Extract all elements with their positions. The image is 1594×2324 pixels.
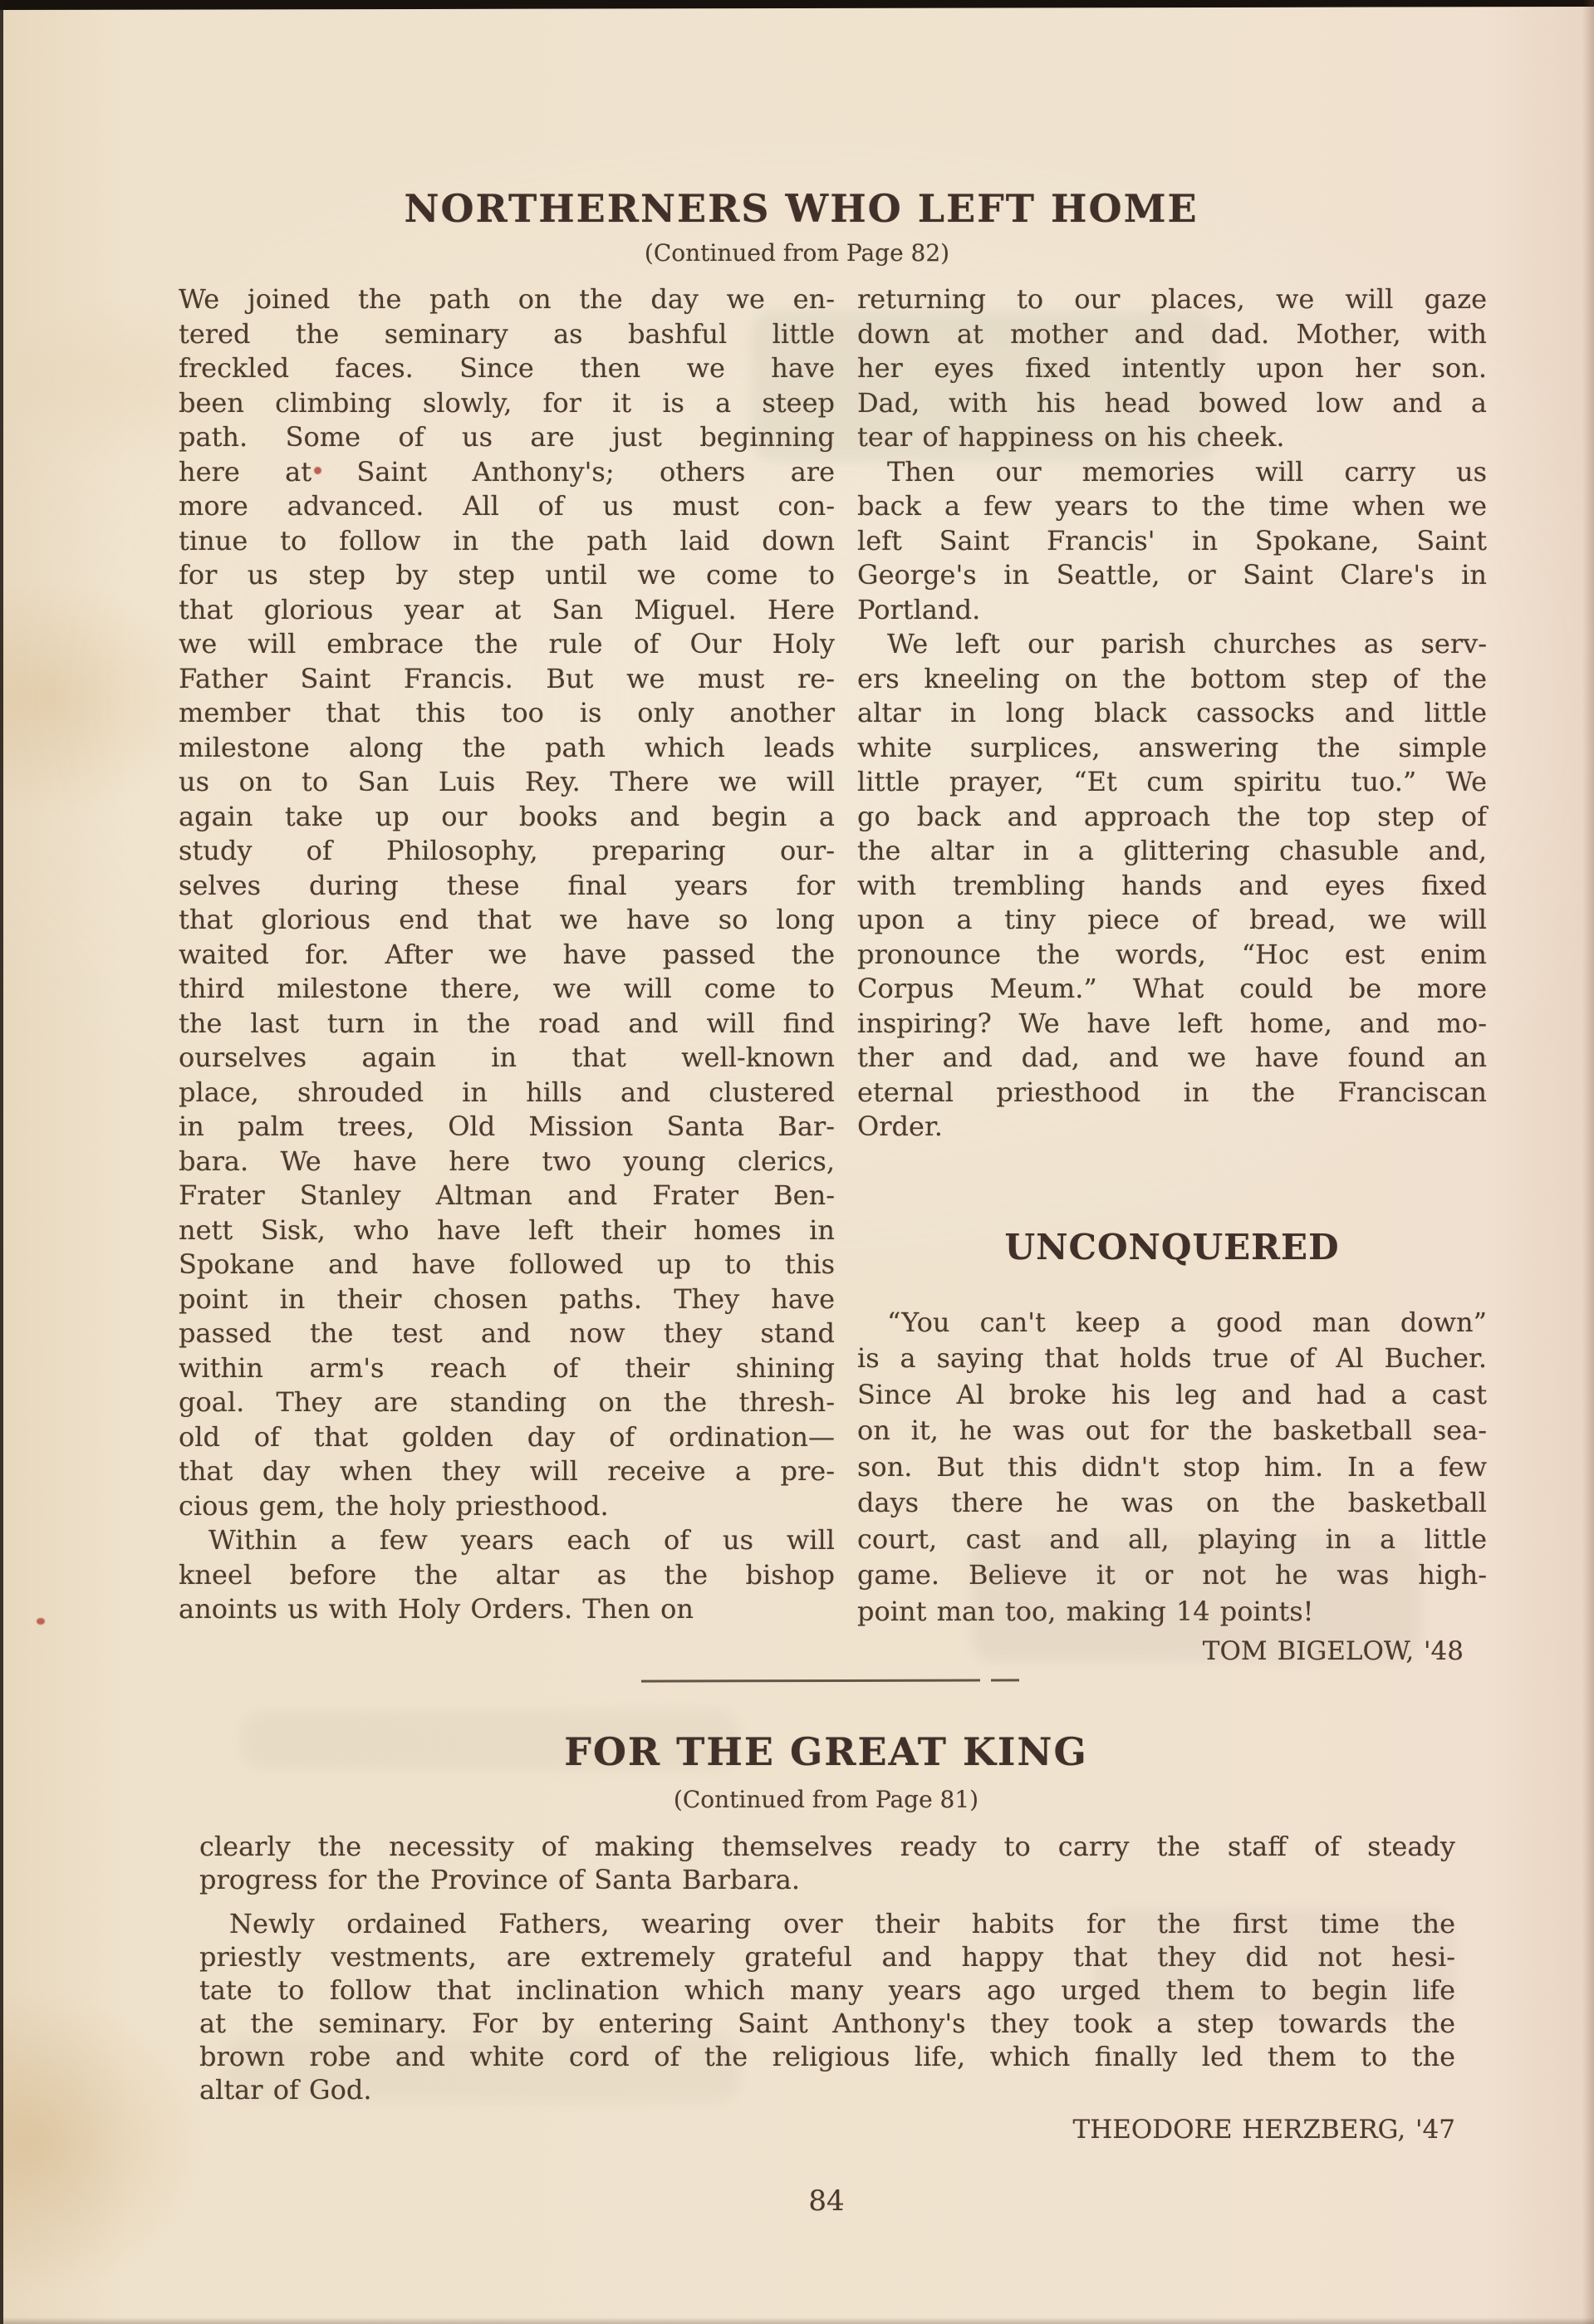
text-line: here at Saint Anthony's; others are [179,455,835,488]
text-line: point in their chosen paths. They have [179,1282,835,1315]
text-line: returning to our places, we will gaze [857,283,1487,315]
text-line: George's in Seattle, or Saint Clare's in [857,559,1487,591]
paragraph [179,282,835,1523]
text-line: inspiring? We have left home, and mo- [857,1007,1487,1039]
text-line: more advanced. All of us must con- [179,490,835,522]
text-line: ther and dad, and we have found an [857,1042,1487,1073]
text-line: us on to San Luis Rey. There we will [179,766,835,797]
text-line: Newly ordained Fathers, wearing over their habits for the first time the [229,1908,1455,1939]
text-line: been climbing slowly, for it is a steep [179,386,835,419]
text-line: place, shrouded in hills and clustered [179,1076,835,1108]
text-line: altar in long black cassocks and little [857,697,1487,728]
section-divider-rule [641,1679,1023,1683]
text-line: bara. We have here two young clerics, [179,1145,835,1177]
text-line: tinue to follow in the path laid down [179,524,835,556]
text-line: the altar in a glittering chasuble and, [857,835,1487,866]
text-line: selves during these final years for [179,869,835,901]
text-line: point man too, making 14 points! [857,1595,1314,1627]
text-line: go back and approach the top step of [857,800,1487,832]
scan-right-edge-shade [1582,0,1594,2324]
article-title-northerners: NORTHERNERS WHO LEFT HOME [404,186,1199,231]
text-line: ourselves again in that well-known [179,1042,835,1073]
text-line: for us step by step until we come to [179,559,835,591]
text-line: waited for. After we have passed the [179,938,835,970]
text-line: “You can't keep a good man down” [887,1306,1487,1338]
great-king-paragraphs [199,1830,1455,2106]
paragraph [857,627,1487,1145]
divider-dash-segment [991,1679,1019,1681]
text-line: the last turn in the road and will find [179,1007,835,1039]
continued-from-note: (Continued from Page 82) [644,239,950,267]
text-line: member that this too is only another [179,697,835,728]
text-line: on it, he was out for the basketball sea- [857,1415,1487,1446]
text-line: within arm's reach of their shining [179,1351,835,1384]
text-line: Then our memories will carry us [887,455,1487,488]
text-line: We joined the path on the day we en- [179,283,835,315]
scan-left-edge-shadow [0,0,3,2324]
northerners-column2-text [857,282,1487,1145]
text-line: we will embrace the rule of Our Holy [179,628,835,659]
text-line: Since Al broke his leg and had a cast [857,1378,1487,1410]
text-line: Order. [857,1111,943,1142]
divider-line-segment [641,1679,980,1683]
great-king-text [199,1830,1455,2146]
paragraph [857,455,1487,628]
text-line: altar of God. [199,2074,372,2106]
paragraph [857,1305,1487,1630]
text-line: game. Believe it or not he was high- [857,1559,1487,1591]
text-line: son. But this didn't stop him. In a few [857,1450,1487,1483]
text-line: Spokane and have followed up to this [179,1248,835,1280]
text-line: cious gem, the holy priesthood. [179,1489,609,1522]
text-line: down at mother and dad. Mother, with [857,317,1487,350]
text-line: Portland. [857,593,981,625]
text-line: third milestone there, we will come to [179,973,835,1004]
text-line: white surplices, answering the simple [857,731,1487,763]
red-ink-speck [37,1618,45,1625]
text-line: left Saint Francis' in Spokane, Saint [857,524,1487,556]
text-line: pronounce the words, “Hoc est enim [857,938,1487,970]
text-line: milestone along the path which leads [179,731,835,763]
text-column-left [179,282,835,1627]
text-line: priestly vestments, are extremely grateful and happy that they did not hesi- [199,1941,1455,1973]
paragraph [857,282,1487,455]
text-line: little prayer, “Et cum spiritu tuo.” We [857,766,1487,797]
text-line: tear of happiness on his cheek. [857,421,1285,453]
paragraph [199,1907,1455,2106]
text-line: tered the seminary as bashful little [179,317,835,350]
text-line: Within a few years each of us will [208,1524,835,1556]
text-line: with trembling hands and eyes fixed [857,869,1487,901]
text-line: again take up our books and begin a [179,800,835,832]
text-line: Corpus Meum.” What could be more [857,973,1487,1004]
text-line: at the seminary. For by entering Saint Anthony's they took a step towards the [199,2008,1455,2039]
text-line: kneel before the altar as the bishop [179,1558,835,1591]
text-line: back a few years to the time when we [857,490,1487,522]
text-line: brown robe and white cord of the religious life, which finally led them to the [199,2041,1455,2072]
byline-theodore-herzberg: THEODORE HERZBERG, '47 [1072,2115,1455,2145]
text-line: upon a tiny piece of bread, we will [857,904,1487,935]
text-line: anoints us with Holy Orders. Then on [179,1593,694,1625]
paragraph [199,1830,1455,1896]
text-line: that glorious end that we have so long [179,904,835,935]
article-title-unconquered: UNCONQUERED [1004,1226,1340,1267]
text-line: goal. They are standing on the thresh- [179,1386,835,1418]
text-line: days there he was on the basketball [857,1487,1487,1518]
text-line: that glorious year at San Miguel. Here [179,593,835,625]
text-line: tate to follow that inclination which many years ago urged them to begin life [199,1974,1455,2006]
scan-top-edge-shadow [0,0,1594,10]
text-line: court, cast and all, playing in a little [857,1522,1487,1555]
text-line: Father Saint Francis. But we must re- [179,662,835,694]
text-line: that day when they will receive a pre- [179,1455,835,1487]
text-line: clearly the necessity of making themselves ready to carry the staff of steady [199,1831,1455,1862]
text-line: freckled faces. Since then we have [179,352,835,384]
article-title-great-king: FOR THE GREAT KING [564,1729,1088,1774]
text-line: nett Sisk, who have left their homes in [179,1213,835,1246]
text-line: is a saying that holds true of Al Bucher. [857,1342,1487,1374]
unconquered-text [857,1305,1487,1630]
byline-tom-bigelow: TOM BIGELOW, '48 [1202,1636,1464,1666]
scan-bottom-edge-shade [0,2317,1594,2324]
page-number: 84 [808,2184,845,2218]
text-line: her eyes fixed intently upon her son. [857,352,1487,384]
text-line: We left our parish churches as serv- [887,628,1487,659]
text-line: ers kneeling on the bottom step of the [857,662,1487,694]
text-line: eternal priesthood in the Franciscan [857,1076,1487,1108]
text-line: path. Some of us are just beginning [179,421,835,453]
text-line: in palm trees, Old Mission Santa Bar- [179,1111,835,1142]
continued-from-note-great-king: (Continued from Page 81) [673,1786,979,1813]
text-line: old of that golden day of ordination— [179,1420,835,1453]
text-line: Frater Stanley Altman and Frater Ben- [179,1179,835,1211]
paragraph [179,1523,835,1627]
text-column-right [857,282,1487,1669]
text-line: progress for the Province of Santa Barbara. [199,1864,800,1895]
text-line: passed the test and now they stand [179,1317,835,1349]
text-line: study of Philosophy, preparing our- [179,835,835,866]
text-line: Dad, with his head bowed low and a [857,386,1487,419]
